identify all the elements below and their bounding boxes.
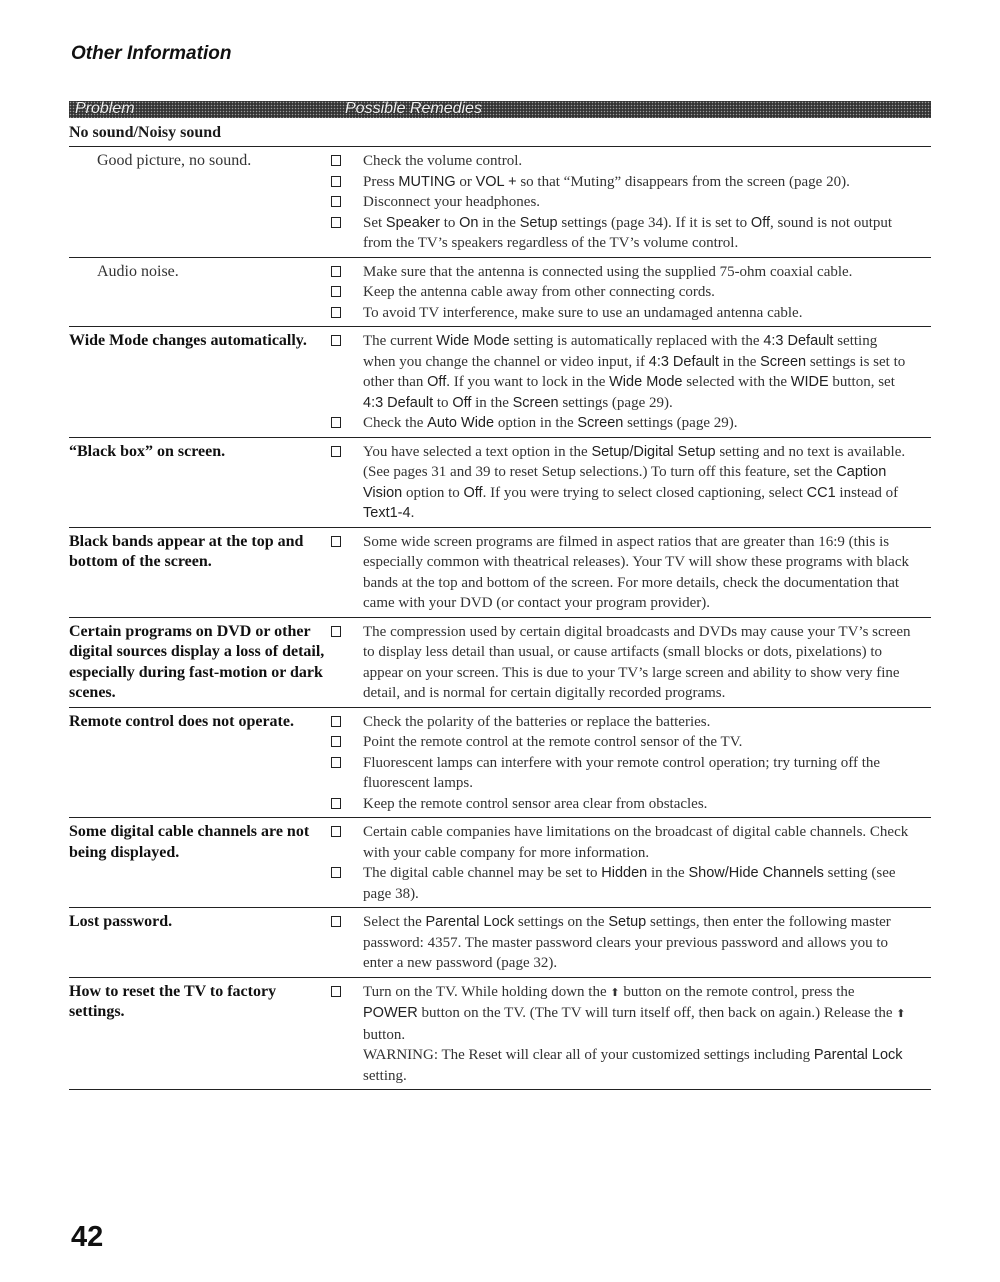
problem-heading: Remote control does not operate. [69,712,294,730]
remedy-list [327,331,931,434]
remedy-item: Turn on the TV. While holding down the ⬆ button on the remote control, press the POWER button on the TV. (The TV will turn itself off, then back on again.) Release the ⬆ button. WARNING: The Reset will clear all of your customized settings including Parental Lock setting. [327,982,931,1087]
table-header [69,101,931,118]
table-row [69,327,931,437]
remedy-list [327,442,931,524]
up-arrow-icon: ⬆ [896,1008,906,1020]
remedy-item: Certain cable companies have limitations on the broadcast of digital cable channels. Check with your cable company for more information. [327,822,931,863]
problem-column-header: Problem [75,100,135,117]
table-section [69,708,931,819]
remedy-item: Check the Auto Wide option in the Screen settings (page 29). [327,413,931,434]
remedy-item: Keep the antenna cable away from other connecting cords. [327,282,931,303]
checkbox-icon [331,986,341,997]
remedy-list [327,982,931,1087]
table-section [69,978,931,1091]
checkbox-icon [331,757,341,768]
remedy-item: Keep the remote control sensor area clear from obstacles. [327,794,931,815]
remedy-item: Point the remote control at the remote control sensor of the TV. [327,732,931,753]
remedy-item: Set Speaker to On in the Setup settings (page 34). If it is set to Off, sound is not output from the TV’s speakers regardless of the TV’s volume control. [327,213,931,254]
remedy-item: The compression used by certain digital broadcasts and DVDs may cause your TV’s screen to display less detail than usual, or cause artifacts (small blocks or dots, pixelations) to appear on your screen. This is due to your TV’s large screen and ability to show very fine detail, and is normal for certain digitally recorded programs. [327,622,931,704]
problem-heading: Wide Mode changes automatically. [69,332,307,349]
table-section [69,528,931,618]
remedy-item: Check the polarity of the batteries or replace the batteries. [327,712,931,733]
remedy-item: Press MUTING or VOL + so that “Muting” disappears from the screen (page 20). [327,172,931,193]
remedy-item: To avoid TV interference, make sure to use an undamaged antenna cable. [327,303,931,324]
remedy-list [327,622,931,704]
checkbox-icon [331,716,341,727]
remedy-list [327,912,931,974]
remedy-list [327,532,931,614]
checkbox-icon [331,196,341,207]
checkbox-icon [331,266,341,277]
table-row [69,528,931,617]
table-row [69,257,931,327]
table-row [69,908,931,977]
remedy-item: Make sure that the antenna is connected using the supplied 75-ohm coaxial cable. [327,262,931,283]
table-section [69,908,931,978]
checkbox-icon [331,626,341,637]
table-section [69,119,931,327]
remedy-item: Disconnect your headphones. [327,192,931,213]
checkbox-icon [331,798,341,809]
checkbox-icon [331,446,341,457]
troubleshooting-table [69,119,931,1090]
remedy-item: The digital cable channel may be set to Hidden in the Show/Hide Channels setting (see page 38). [327,863,931,904]
table-section [69,818,931,908]
checkbox-icon [331,217,341,228]
checkbox-icon [331,155,341,166]
problem-heading: “Black box” on screen. [69,442,226,460]
table-row [69,708,931,818]
table-row [69,438,931,527]
table-section [69,618,931,708]
up-arrow-icon: ⬆ [610,986,620,999]
remedy-list [327,262,931,324]
remedies-column-header: Possible Remedies [345,100,482,117]
remedy-item: Fluorescent lamps can interfere with your remote control operation; try turning off the fluorescent lamps. [327,753,931,794]
problem-heading: No sound/Noisy sound [69,119,931,147]
table-row [69,818,931,907]
remedy-item: Some wide screen programs are filmed in aspect ratios that are greater than 16:9 (this is especially common with theatrical releases). Your TV will show these programs with black bands at the top and bottom of the screen. For more details, check the documentation that came with your DVD (or contact your program provider). [327,532,931,614]
table-section [69,327,931,438]
remedy-item: The current Wide Mode setting is automatically replaced with the 4:3 Default setting when you change the channel or video input, if 4:3 Default in the Screen settings is set to other than Off. If you want to lock in the Wide Mode selected with the WIDE button, set 4:3 Default to Off in the Screen settings (page 29). [327,331,931,413]
checkbox-icon [331,867,341,878]
section-title: Other Information [71,43,232,64]
problem-heading: Black bands appear at the top and bottom of the screen. [69,532,304,570]
checkbox-icon [331,736,341,747]
checkbox-icon [331,307,341,318]
problem-heading: Some digital cable channels are not being displayed. [69,823,310,861]
checkbox-icon [331,335,341,346]
table-row [69,618,931,707]
checkbox-icon [331,286,341,297]
checkbox-icon [331,417,341,428]
table-section [69,438,931,528]
remedy-list [327,712,931,815]
problem-text: Audio noise. [97,262,179,280]
remedy-list [327,822,931,904]
checkbox-icon [331,916,341,927]
problem-heading: How to reset the TV to factory settings. [69,982,277,1020]
checkbox-icon [331,536,341,547]
checkbox-icon [331,176,341,187]
remedy-item: Select the Parental Lock settings on the Setup settings, then enter the following master password: 4357. The master password clears your previous password and allows you to enter a new password (page 32). [327,912,931,974]
table-row [69,147,931,257]
remedy-list [327,151,931,254]
problem-text: Good picture, no sound. [97,152,252,169]
table-row [69,978,931,1090]
remedy-item: You have selected a text option in the Setup/Digital Setup setting and no text is available. (See pages 31 and 39 to reset Setup selections.) To turn off this feature, set the Caption Vision option to Off. If you were trying to select closed captioning, select CC1 instead of Text1-4. [327,442,931,524]
remedy-item: Check the volume control. [327,151,931,172]
problem-heading: Certain programs on DVD or other digital sources display a loss of detail, especially during fast-motion or dark scenes. [69,622,325,701]
problem-heading: Lost password. [69,913,173,930]
checkbox-icon [331,826,341,837]
page-number: 42 [71,1221,104,1253]
